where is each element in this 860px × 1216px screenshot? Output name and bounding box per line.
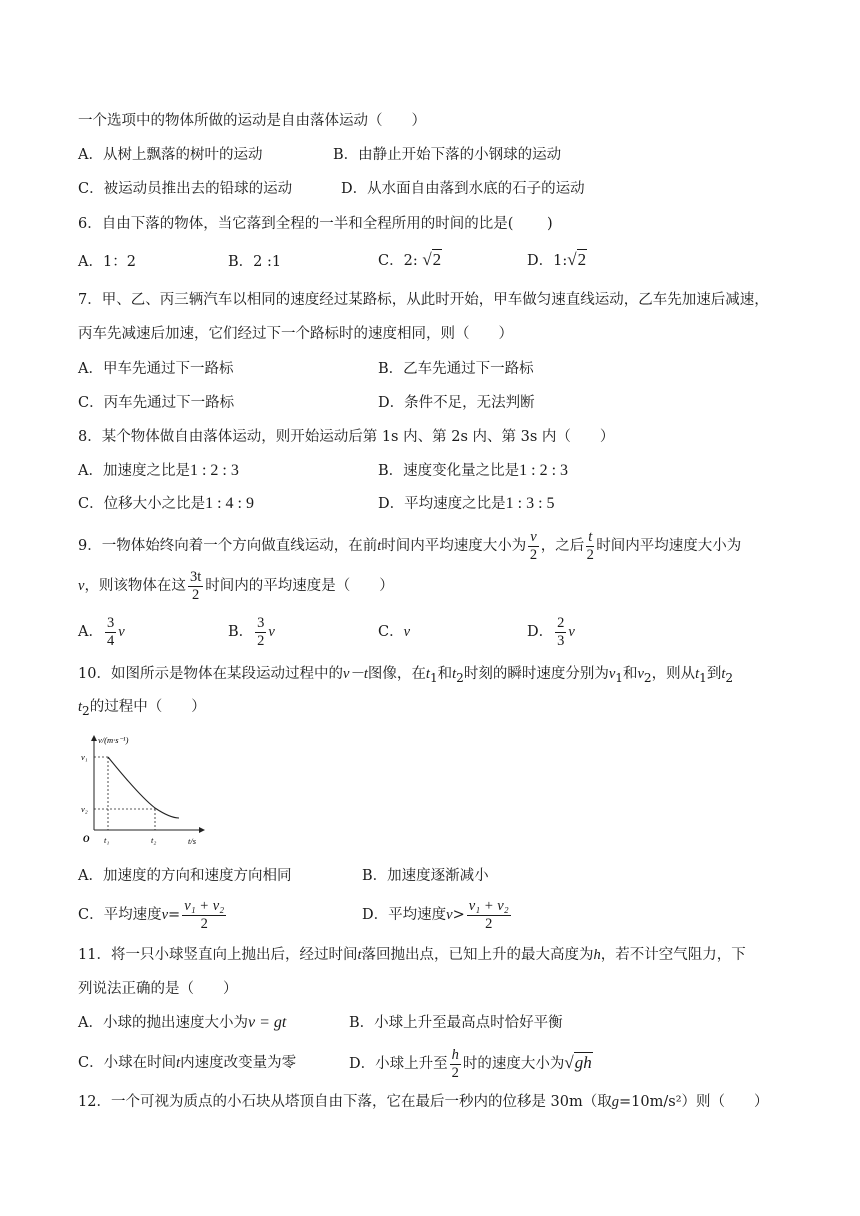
question-10-option-b: B．加速度逐渐减小 [362,868,489,884]
question-10-stem-line2: $t_2$的过程中（ ） [78,699,206,718]
question-6-option-b: B．2 :1 [228,254,282,270]
question-9-option-a: A． $\frac{3}{4}$ v [78,614,125,649]
fraction-v1-plus-v2-over-2: $\frac{\text{v₁ + v₂}}{2}$ [184,897,225,932]
vt-graph [80,730,210,855]
question-6-option-a: A．1：2 [78,254,136,270]
t1-label: t₁ [104,835,110,845]
question-10-option-c: C．平均速度v= $\frac{\text{v₁ + v₂}}{2}$ [78,897,225,932]
fraction-3t-over-2: $\frac{3t}{2}$ [189,568,202,603]
question-11-option-d: D．小球上升至 $\frac{h}{2}$ 时的速度大小为√gh [349,1046,592,1081]
question-9-stem-line1: 9．一物体始终向着一个方向做直线运动，在前t时间内平均速度大小为 $\frac{v}{2}$ ，之后 $\frac{t}{2}$ 时间内平均速度大小为 [78,528,742,563]
question-7-stem-line2: 丙车先减速后加速，它们经过下一个路标时的速度相同，则（ ） [78,326,513,342]
question-5-option-b: B．由静止开始下落的小钢球的运动 [333,147,562,163]
fraction-v-over-2: $\frac{v}{2}$ [529,528,538,563]
v1-label: v₁ [81,752,88,762]
question-6-stem: 6．自由下落的物体，当它落到全程的一半和全程所用的时间的比是( ) [78,216,553,232]
y-axis-label: v/(m·s⁻¹) [98,735,129,745]
fraction: $\frac{2}{3}$ [557,614,565,649]
question-11-option-a: A．小球的抛出速度大小为v = gt [78,1014,287,1031]
question-6-option-c: C．2: √2 [378,250,442,269]
question-11-stem-line1: 11．将一只小球竖直向上抛出后，经过时间t落回抛出点，已知上升的最大高度为h，若不计空气阻力，下 [78,947,746,963]
question-8-option-c: C．位移大小之比是1 : 4 : 9 [78,495,254,512]
question-9-option-d: D． $\frac{2}{3}$ v [527,614,575,649]
question-8-option-d: D．平均速度之比是1 : 3 : 5 [378,495,555,512]
question-8-option-b: B．速度变化量之比是1 : 2 : 3 [378,462,569,479]
question-8-stem: 8．某个物体做自由落体运动，则开始运动后第 1s 内、第 2s 内、第 3s 内（ ） [78,429,615,445]
sqrt-symbol: √2 [567,250,587,269]
question-9-option-c: C．v [378,624,411,640]
origin-label: O [83,834,90,844]
question-11-stem-line2: 列说法正确的是（ ） [78,981,238,997]
v2-label: v₂ [81,804,88,814]
question-11-option-c: C．小球在时间t内速度改变量为零 [78,1055,297,1071]
fraction-t-over-2: $\frac{t}{2}$ [586,528,594,563]
fraction: $\frac{3}{4}$ [106,614,115,649]
fraction-h-over-2: $\frac{h}{2}$ [451,1046,459,1081]
question-11-option-b: B．小球上升至最高点时恰好平衡 [349,1015,563,1031]
question-7-option-a: A．甲车先通过下一路标 [78,361,234,377]
x-axis-label: t/s [188,836,197,846]
sqrt-symbol: √2 [422,250,442,269]
question-7-option-d: D．条件不足，无法判断 [378,395,535,411]
question-5-option-a: A．从树上飘落的树叶的运动 [78,147,263,163]
question-7-option-c: C．丙车先通过下一路标 [78,395,235,411]
question-7-option-b: B．乙车先通过下一路标 [378,361,534,377]
question-9-stem-line2: v，则该物体在这 $\frac{3t}{2}$ 时间内的平均速度是（ ） [78,568,394,603]
question-10-option-d: D．平均速度v> $\frac{\text{v₁ + v₂}}{2}$ [362,897,509,932]
question-12-stem: 12．一个可视为质点的小石块从塔顶自由下落，它在最后一秒内的位移是 30m（取g=10m/s²）则（ ） [78,1094,769,1110]
question-10-option-a: A．加速度的方向和速度方向相同 [78,868,292,884]
sqrt-symbol: √gh [564,1053,592,1072]
question-10-stem-line1: 10．如图所示是物体在某段运动过程中的v－t图像，在$t_1$和$t_2$时刻的瞬时速度分别为$v_1$和$v_2$，则从$t_1$到$t_2$ [78,666,734,685]
question-7-stem-line1: 7．甲、乙、丙三辆汽车以相同的速度经过某路标，从此时开始，甲车做匀速直线运动，乙车先加速后减速， [78,292,769,308]
question-9-option-b: B． $\frac{3}{2}$ v [228,614,275,649]
question-8-option-a: A．加速度之比是1 : 2 : 3 [78,462,239,479]
fraction-v1-plus-v2-over-2: $\frac{\text{v₁ + v₂}}{2}$ [468,897,509,932]
question-5-stem: 一个选项中的物体所做的运动是自由落体运动（ ） [78,113,426,129]
fraction: $\frac{3}{2}$ [257,614,265,649]
question-5-option-d: D．从水面自由落到水底的石子的运动 [341,181,585,197]
t2-label: t₂ [151,835,157,845]
question-6-option-d: D．1:√2 [527,250,587,269]
question-5-option-c: C．被运动员推出去的铅球的运动 [78,181,293,197]
